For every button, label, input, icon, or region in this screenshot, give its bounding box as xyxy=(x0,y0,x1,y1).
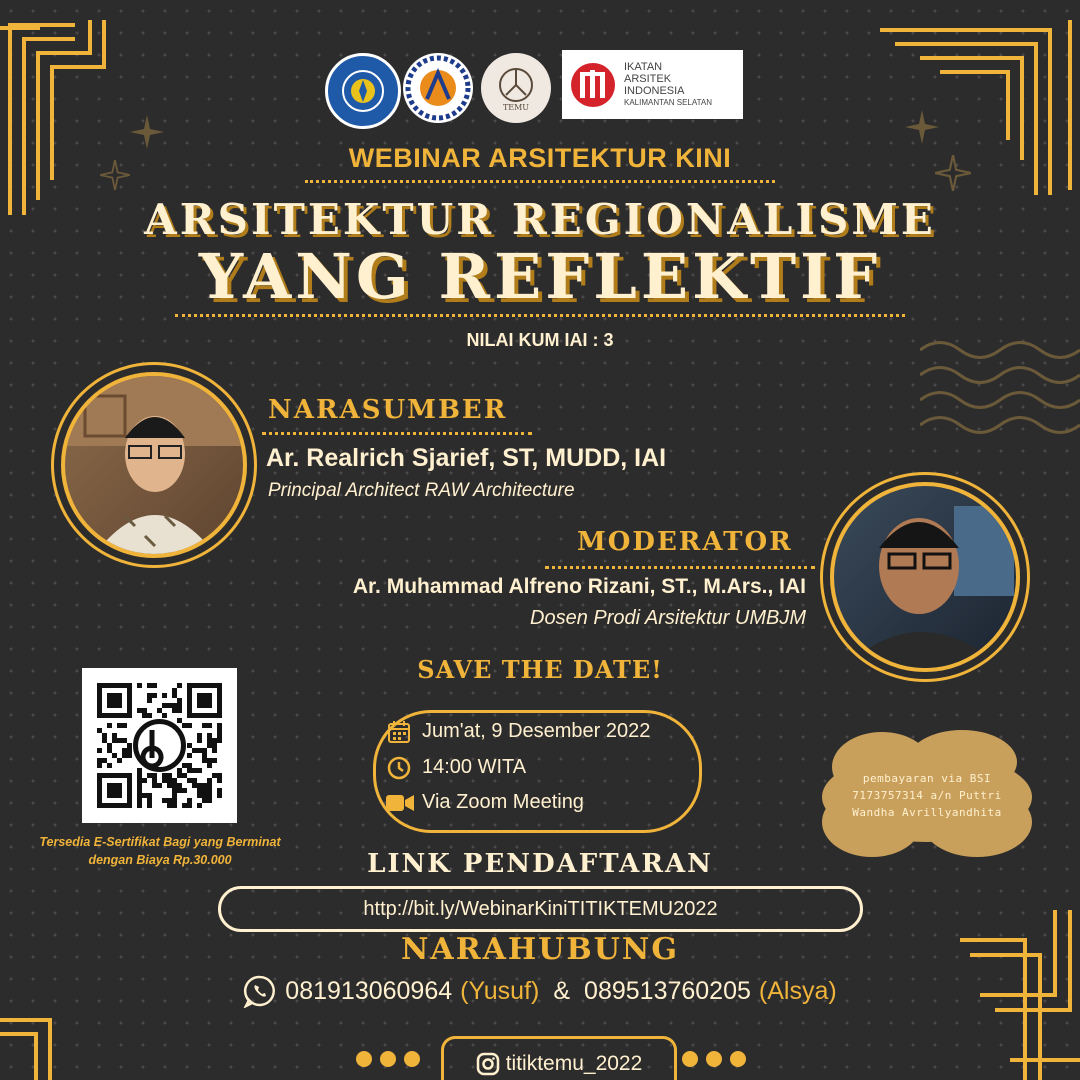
calendar-icon xyxy=(387,720,411,744)
registration-heading: LINK PENDAFTARAN xyxy=(367,849,713,879)
moderator-heading: MODERATOR xyxy=(577,527,793,557)
webinar-subtitle: WEBINAR ARSITEKTUR KINI xyxy=(348,143,732,173)
iai-logo-line: KALIMANTAN SELATAN xyxy=(624,97,713,107)
titik-temu-logo-text: TEMU xyxy=(502,102,530,112)
contact-ampersand: & xyxy=(553,976,571,1005)
compass-icon xyxy=(494,65,538,103)
event-date: Jum'at, 9 Desember 2022 xyxy=(422,720,651,742)
certificate-line-2: dengan Biaya Rp.30.000 xyxy=(88,853,232,867)
clock-icon xyxy=(387,756,411,780)
narasumber-divider xyxy=(262,432,532,435)
dot xyxy=(380,1051,396,1067)
payment-info xyxy=(812,770,1042,821)
narasumber-name: Ar. Realrich Sjarief, ST, MUDD, IAI xyxy=(266,444,667,472)
qr-code[interactable] xyxy=(82,668,237,823)
iai-emblem-icon xyxy=(568,60,618,110)
contact-heading: NARAHUBUNG xyxy=(401,932,679,967)
instagram-handle[interactable]: titiktemu_2022 xyxy=(505,1052,643,1075)
subtitle-divider xyxy=(305,180,775,183)
event-venue: Via Zoom Meeting xyxy=(422,791,584,813)
moderator-photo xyxy=(830,482,1020,672)
corner-ornament-bottom-left xyxy=(0,1000,70,1080)
iai-logo-line: IKATAN xyxy=(624,60,663,73)
event-time: 14:00 WITA xyxy=(422,756,527,778)
emblem-icon xyxy=(338,66,388,116)
payment-line-1: pembayaran via BSI xyxy=(862,772,992,785)
gear-emblem-icon xyxy=(405,55,471,121)
contact-phone-1[interactable]: 081913060964 xyxy=(285,976,453,1005)
certificate-line-1: Tersedia E-Sertifikat Bagi yang Berminat xyxy=(39,835,281,849)
instagram-handle-box[interactable] xyxy=(441,1036,677,1080)
contact-name-1: (Yusuf) xyxy=(460,976,540,1005)
video-camera-icon xyxy=(386,792,414,814)
title-divider xyxy=(175,314,905,317)
dot xyxy=(404,1051,420,1067)
person-avatar-icon xyxy=(65,376,243,554)
kum-value: NILAI KUM IAI : 3 xyxy=(466,330,614,350)
instagram-icon xyxy=(476,1052,500,1076)
payment-line-2: 7173757314 a/n Puttri xyxy=(852,789,1002,802)
footer-dots-left xyxy=(352,1051,424,1071)
payment-line-3: Wandha Avrillyandhita xyxy=(852,806,1002,819)
sparkle-icon xyxy=(905,110,939,144)
moderator-role: Dosen Prodi Arsitektur UMBJM xyxy=(530,607,806,629)
dot xyxy=(730,1051,746,1067)
moderator-name: Ar. Muhammad Alfreno Rizani, ST., M.Ars., IAI xyxy=(352,575,806,598)
iai-logo xyxy=(562,50,743,119)
contact-row xyxy=(0,974,1080,1008)
save-the-date-heading: SAVE THE DATE! xyxy=(417,655,663,684)
contact-phone-2[interactable]: 089513760205 xyxy=(584,976,751,1005)
registration-link-box[interactable] xyxy=(218,886,863,932)
dot xyxy=(356,1051,372,1067)
person-avatar-icon xyxy=(834,486,1016,668)
contact-name-2: (Alsya) xyxy=(758,976,837,1005)
dot xyxy=(682,1051,698,1067)
title-line-1: ARSITEKTUR REGIONALISME xyxy=(144,195,936,244)
dot xyxy=(706,1051,722,1067)
umbjm-logo xyxy=(325,53,401,129)
registration-url[interactable]: http://bit.ly/WebinarKiniTITIKTEMU2022 xyxy=(363,897,718,920)
title-line-2: YANG REFLEKTIF xyxy=(198,240,882,313)
iai-logo-line: ARSITEK xyxy=(624,72,672,85)
iai-logo-line: INDONESIA xyxy=(624,84,685,97)
whatsapp-icon xyxy=(243,974,277,1008)
footer-dots-right xyxy=(678,1051,750,1071)
narasumber-photo xyxy=(61,372,247,558)
arsitektur-logo xyxy=(403,53,473,123)
moderator-divider xyxy=(545,566,815,569)
qr-code-pattern xyxy=(82,668,237,823)
titik-temu-logo xyxy=(481,53,551,123)
narasumber-heading: NARASUMBER xyxy=(268,395,508,425)
narasumber-role: Principal Architect RAW Architecture xyxy=(268,480,575,501)
